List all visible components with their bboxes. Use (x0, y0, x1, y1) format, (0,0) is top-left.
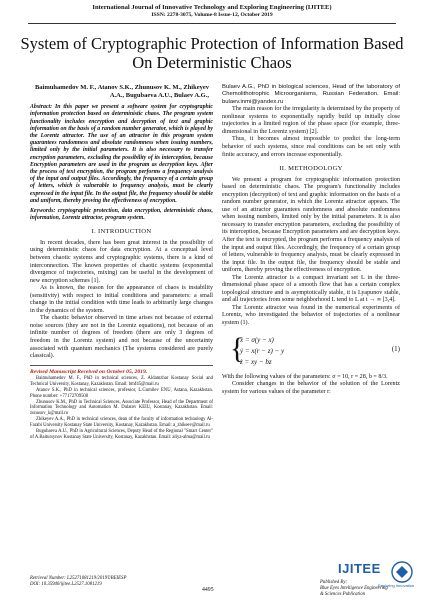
method-paragraph: The Lorentz attractor is a compact invariant set L in the three-dimensional phase space of a smooth flow that has a certain complex topological structure and is asymptotically stable, it is Lyapunov stable, and all trajectories from some neighborhood L tend to L at t → ∞ [3,4]. (222, 274, 400, 304)
equation-number: (1) (391, 344, 400, 353)
lorenz-equation-system (230, 333, 400, 369)
author-bios (30, 376, 213, 440)
retrieval-number: Retrieval Number: L25271081219/2019©BEIESP (30, 576, 127, 581)
section-heading-introduction: I. INTRODUCTION (91, 228, 152, 236)
journal-header (0, 4, 424, 18)
manuscript-received: Revised Manuscript Received on October 05, 2019. (30, 368, 148, 375)
publisher-line: & Sciences Publication (320, 592, 366, 597)
header-rule (28, 23, 396, 24)
logo-subtitle: Exploring Innovation (378, 583, 415, 588)
parameter-paragraph: With the following values of the parameters: σ = 10, r = 28, b = 8/3. (222, 373, 388, 380)
intro-paragraph: In recent decades, there has been great interest in the possibility of using deterministic chaos for data encryption. At a conceptual level between chaotic systems and cryptographic systems, there is a kind of interconnection. The known properties of chaotic systems (exponential divergence of trajectories, mixing) can be useful in the development of new encryption schemes [1]. (30, 239, 213, 284)
abstract: Abstract: In this paper we present a software system for cryptographic information protection based on deterministic chaos. The program system functionality includes encryption and decryption of text and graphic information on the basis of a random number generator, which is played by the Lorentz attractor. The use of an attractor in this program system guarantees randomness and absolute randomness when issuing numbers, limited only by the initial parameters. It is also necessary to transfer encryption parameters, excluding the possibility of its interception, because Encryption parameters are used in the program as decryption keys. After the process of text encryption, the program performs a frequency analysis of the input and output files. Accordingly, the frequency of a certain group of letters, which is vulnerable to frequency analysis, must be clearly expressed in the input file. In the output file, the frequency should be stable and uniform, thereby proving the effectiveness of encryption. (30, 104, 213, 204)
author-bio: Zhunusov K.M., PhD in Technical Sciences, Associate Professor, Head of the Department of Information Technology and Automation M. Dulatov KEIU, Kostanay, Kazakhstan. Email: zunusov_k@mail.ru (30, 399, 213, 417)
footer-right (320, 580, 388, 598)
equation-line: ż = xy − bz (240, 357, 272, 366)
page-number: 4495 (202, 587, 214, 593)
section-heading-methodology: II. METHODOLOGY (279, 165, 343, 173)
author-bio: Atanov S.K., PhD in technical sciences, professor, L.Gumilev ENU, Astana, Kazakhstan. Phone number: +77172709500 (30, 387, 213, 399)
journal-name: International Journal of Innovative Technology and Exploring Engineering (IJITEE) (92, 4, 332, 11)
paper-title: System of Cryptographic Protection of Information Based On Deterministic Chaos (20, 34, 404, 72)
body-paragraph: Consider changes in the behavior of the solution of the Lorentz system for various values of the parameter r: (222, 381, 400, 395)
author-bio: Baimuhamedov M. F., PhD in technical sciences, Z. Aldamzhar Kostanay Social and Technical University, Kostanay, Kazakhstan. Email: bmf45@mail.ru (30, 376, 213, 388)
left-column (30, 84, 213, 440)
published-by: Published By: (320, 580, 348, 585)
logo-diamond-icon (396, 566, 408, 578)
method-paragraph: We present a program for cryptographic information protection based on deterministic chaos. The program's functionality includes encryption (decryption) of text and graphic information on the basis of a random number generator, in which the Lorentz attractor appears. The use of an attractor guarantees randomness and absolute randomness when issuing numbers, limited only by the initial parameters. It is also necessary to transfer encryption parameters, excluding the possibility of its interception, because Encryption parameters and are decryption keys. After the text is encrypted, the program performs a frequency analysis of the input and output files. Accordingly, the frequency of a certain group of letters, vulnerable to frequency analysis, must be clearly expressed in the input file. In the output file, the frequency should be stable and uniform, thereby proving the effectiveness of encryption. (222, 176, 400, 274)
issn-line: ISSN: 2278-3075, Volume-8 Issue-12, October 2019 (151, 12, 273, 18)
left-brace: { (230, 331, 245, 365)
right-column (222, 84, 400, 396)
body-paragraph: The main reason for the irregularity is determined by the property of nonlinear systems to exponentially rapidly build up initially close trajectories in a limited region of the phase space (for example, three-dimensional in the Lorentz system) [2]. (222, 106, 400, 135)
body-paragraph: Thus, it becomes almost impossible to predict the long-term behavior of such systems, since real conditions can be set only with finite accuracy, and errors increase exponentially. (222, 136, 400, 158)
equation-lines (240, 335, 284, 368)
equation-line: ẋ = σ(y − x) (240, 335, 274, 344)
intro-paragraph: The chaotic behavior observed in time arises not because of external noise sources (they are not in the Lorentz equations), not because of an infinite number of degrees of freedom (there are only 3 degrees of freedom in the Lorentz system) and not because of the uncertainty associated with quantum mechanics (The systems considered are purely classical). (30, 315, 213, 360)
equation-line: ẏ = x(r − z) − y (240, 346, 285, 355)
keywords: Keywords: cryptographic protection, data encryption, deterministic chaos, information, Lorentz attractor, program system. (30, 207, 213, 222)
author-bio-continued: Bulaev A.G., PhD in biological sciences, Head of the laboratory of Chemolithotrophic Microorganisms, Russian Federation. Email: bulaev.inmi@yandex.ru (222, 84, 400, 105)
footnote-rule (30, 365, 213, 366)
footer-left (30, 576, 126, 588)
method-paragraph: The Lorentz attractor was found in the numerical experiments of Lorentz, who investigated the behavior of trajectories of a nonlinear system (1). (222, 304, 400, 326)
author-list: Baimuhamedov M. F., Atanov S.K., Zhunusov K. M., Zhikeyev A.A., Bugubaeva A.U., Bulaev A.G., (34, 84, 209, 99)
publisher-line: Blue Eyes Intelligence Engineering (320, 586, 388, 591)
intro-paragraph: As is known, the reason for the appearance of chaos is instability (sensitivity) with respect to initial conditions and parameters: a small change in the initial condition with time leads to arbitrarily large changes in the dynamics of the system. (30, 285, 213, 314)
author-bio: Bugubaeva A.U., PhD in Agricultural Sciences, Deputy Head of the Regional "Smart Center" of A.Baitursynov Kostanay State University, Kostanay, Kazakhstan. Email: aliya-alma@mail.ru (30, 428, 213, 440)
doi: DOI: 10.35940/ijitee.L2527.1081219 (30, 582, 102, 587)
author-bio: Zhikeyev A.A., PhD in technical sciences, dean of the faculty of information technology Al-Farabi University Kostanay State University, Kostanay, Kazakhstan. Email: a_zhikeev@mail.ru (30, 417, 213, 428)
logo-wordmark: IJITEE (338, 561, 381, 576)
